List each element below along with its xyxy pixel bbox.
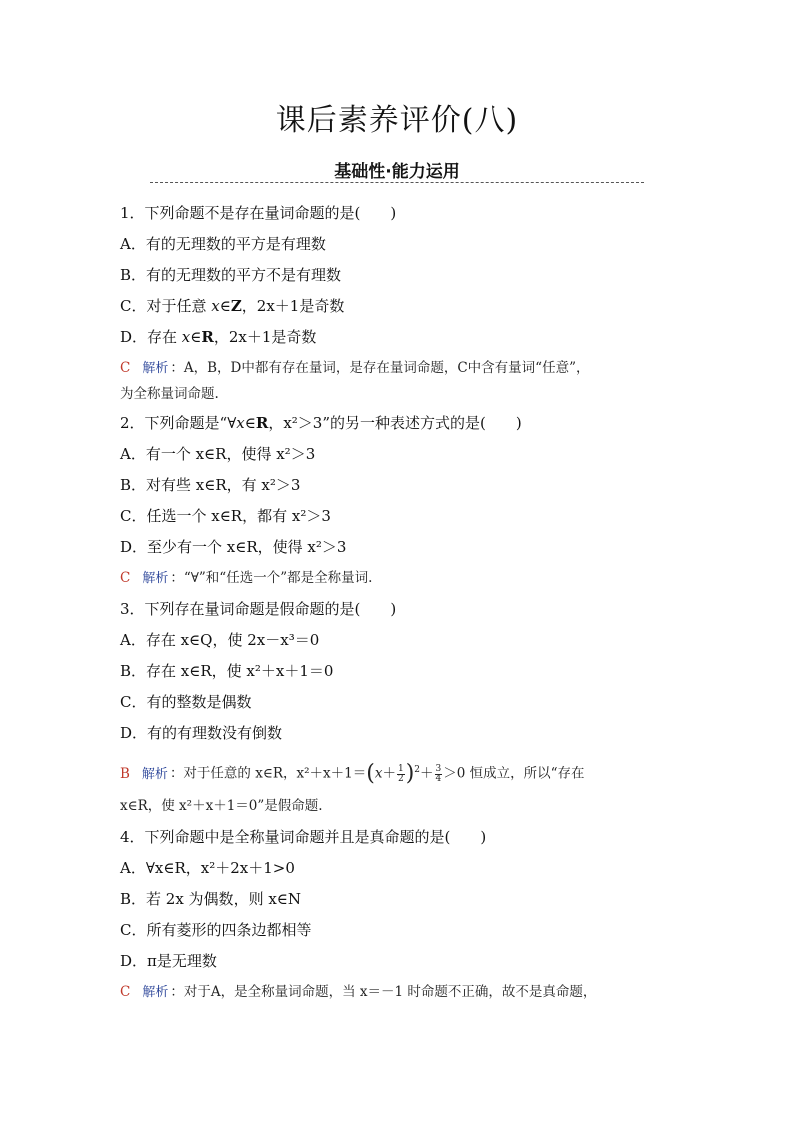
question-2-option-a: A．有一个 x∈R，使得 x²＞3 bbox=[120, 445, 316, 463]
answer-letter: C bbox=[120, 360, 131, 376]
question-2-option-c: C．任选一个 x∈R，都有 x²＞3 bbox=[120, 507, 331, 525]
question-3-option-b: B．存在 x∈R，使 x²＋x＋1＝0 bbox=[120, 662, 334, 680]
question-3-stem: 3．下列存在量词命题是假命题的是( ) bbox=[120, 600, 397, 618]
question-1-analysis-cont: 为全称量词命题. bbox=[120, 386, 219, 402]
question-4-stem: 4．下列命题中是全称量词命题并且是真命题的是( ) bbox=[120, 828, 487, 846]
answer-letter: C bbox=[120, 570, 131, 586]
formula-paren: ( bbox=[366, 761, 375, 786]
question-2-stem: 2．下列命题是“∀x∈R，x²＞3”的另一种表述方式的是( ) bbox=[120, 414, 522, 432]
analysis-label: 解析 bbox=[142, 985, 169, 1000]
question-2-option-b: B．对有些 x∈R，有 x²＞3 bbox=[120, 476, 301, 494]
answer-letter: C bbox=[120, 984, 131, 1000]
question-2-answer: C 解析 ：“∀”和“任选一个”都是全称量词. bbox=[120, 570, 373, 586]
question-list bbox=[120, 198, 680, 1008]
question-4-option-b: B．若 2x 为偶数，则 x∈N bbox=[120, 890, 302, 908]
question-4-option-a: A．∀x∈R，x²＋2x＋1>0 bbox=[120, 859, 295, 877]
page-title: 课后素养评价(八) bbox=[275, 103, 519, 138]
question-4-option-c: C．所有菱形的四条边都相等 bbox=[120, 921, 312, 939]
question-4-answer: C 解析 ：对于A，是全称量词命题，当 x＝－1 时命题不正确，故不是真命题， bbox=[120, 984, 597, 1000]
question-1-option-c: C．对于任意 x∈Z，2x＋1是奇数 bbox=[120, 297, 345, 315]
analysis-label: 解析 bbox=[141, 766, 168, 782]
fraction-half: $\frac{1}{2}$ bbox=[397, 763, 404, 784]
question-1-option-a: A．有的无理数的平方是有理数 bbox=[120, 235, 326, 253]
question-4-option-d: D．π是无理数 bbox=[120, 952, 217, 970]
question-1-option-d: D．存在 x∈R，2x＋1是奇数 bbox=[120, 328, 317, 346]
section-divider bbox=[150, 182, 644, 183]
answer-letter: B bbox=[120, 765, 130, 782]
analysis-label: 解析 bbox=[142, 571, 169, 586]
question-1-stem: 1．下列命题不是存在量词命题的是( ) bbox=[120, 204, 397, 222]
question-2-option-d: D．至少有一个 x∈R，使得 x²＞3 bbox=[120, 538, 347, 556]
analysis-label: 解析 bbox=[142, 361, 169, 376]
question-3-option-c: C．有的整数是偶数 bbox=[120, 693, 252, 711]
fraction-three-quarters: $\frac{3}{4}$ bbox=[435, 763, 442, 784]
question-3-option-d: D．有的有理数没有倒数 bbox=[120, 724, 283, 742]
question-1-option-b: B．有的无理数的平方不是有理数 bbox=[120, 266, 342, 284]
section-title: 基础性·能力运用 bbox=[334, 162, 460, 182]
question-3-option-a: A．存在 x∈Q，使 2x－x³＝0 bbox=[120, 631, 320, 649]
question-3-analysis-cont: x∈R，使 x²＋x＋1＝0”是假命题. bbox=[120, 798, 323, 814]
question-1-answer: C 解析 ：A，B，D中都有存在量词，是存在量词命题，C中含有量词“任意”， bbox=[120, 360, 590, 376]
question-3-answer: B 解析 ：对于任意的 x∈R，x²＋x＋1＝(x＋ $\frac{1}{2}$ )$^2$＋ $\frac{3}{4}$ ＞0 恒成立，所以“存在 bbox=[120, 761, 585, 786]
